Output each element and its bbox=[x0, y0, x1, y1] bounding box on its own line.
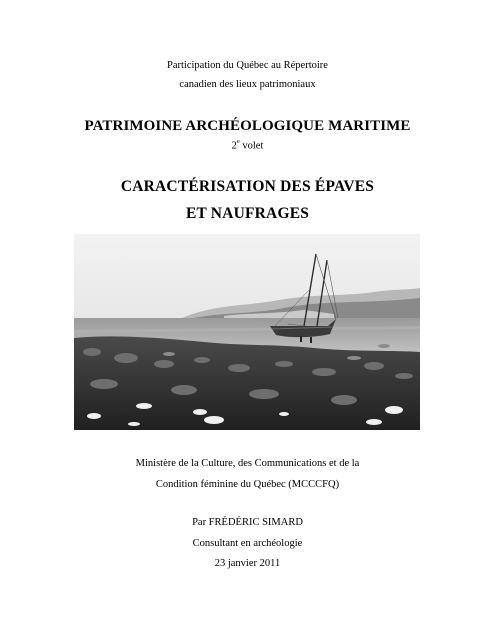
subtitle-line-2: ET NAUFRAGES bbox=[185, 205, 310, 222]
volet-label bbox=[0, 139, 495, 152]
header-line-1: Participation du Québec au Répertoire bbox=[167, 60, 328, 71]
ministry-line-2: Condition féminine du Québec (MCCCFQ) bbox=[155, 479, 340, 490]
author-name: Par FRÉDÉRIC SIMARD bbox=[192, 517, 303, 528]
author-role: Consultant en archéologie bbox=[192, 538, 303, 549]
volet-word: volet bbox=[242, 140, 264, 152]
shipwreck-photo bbox=[74, 234, 420, 430]
document-date: 23 janvier 2011 bbox=[214, 558, 281, 569]
header-line-2: canadien des lieux patrimoniaux bbox=[179, 79, 316, 90]
volet-number: 2 bbox=[231, 140, 237, 152]
subtitle-line-1: CARACTÉRISATION DES ÉPAVES bbox=[120, 178, 375, 195]
volet-superscript: e bbox=[236, 138, 240, 145]
ministry-line-1: Ministère de la Culture, des Communications et de la bbox=[135, 458, 360, 469]
document-title: PATRIMOINE ARCHÉOLOGIQUE MARITIME bbox=[84, 118, 411, 134]
